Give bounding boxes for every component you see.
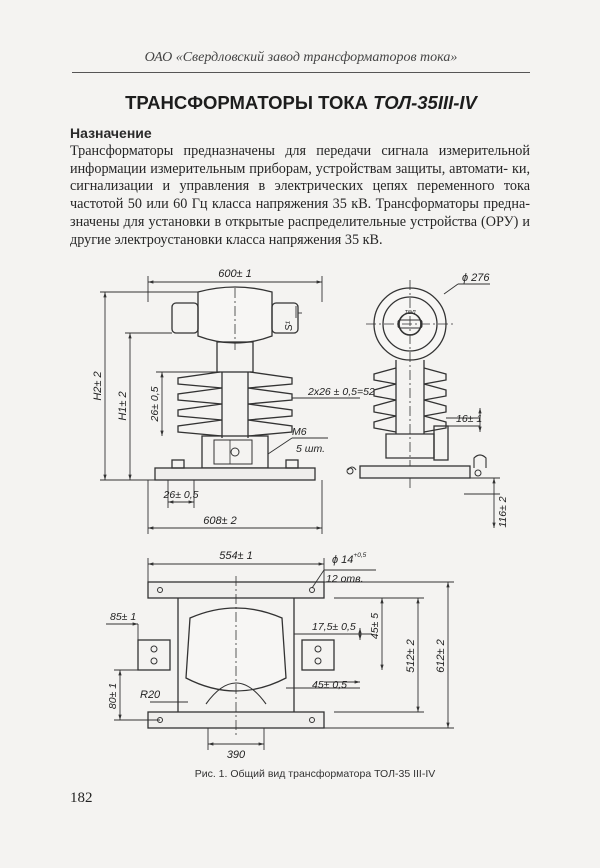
body-line: информации измерительным приборам, устройствам защиты, автомати- <box>70 160 508 177</box>
front-view <box>155 287 315 480</box>
dim-390: 390 <box>226 749 246 761</box>
dim-16: 16± 1 <box>456 413 483 425</box>
dim-diameter-276: ϕ 276 <box>462 272 490 284</box>
dim-h2: H2± 2 <box>92 371 104 401</box>
dim-608: 608± 2 <box>203 515 237 527</box>
body-line: ки, сигнализации и управления в электрических цепях переменного тока <box>70 160 530 195</box>
dim-ribs: 2х26 ± 0,5=52 <box>308 386 375 398</box>
side-name-plate: ТОЛ <box>404 310 416 316</box>
dim-s1: S¹ <box>284 321 295 331</box>
body-line: Трансформаторы предназначены для передачи сигнала измерительной <box>70 143 530 159</box>
body-line: значены для установки в открытые распределительные устройства (ОРУ) и <box>70 213 530 230</box>
page-number: 182 <box>70 790 93 806</box>
dim-554: 554± 1 <box>219 550 253 562</box>
dim-45-vertical: 45± 5 <box>369 612 381 640</box>
running-head: ОАО «Свердловский завод трансформаторов тока» <box>144 50 458 65</box>
dim-512: 512± 2 <box>405 639 417 673</box>
title-main: ТРАНСФОРМАТОРЫ ТОКА <box>125 92 369 113</box>
side-view <box>347 280 486 488</box>
dim-m6: М6 <box>292 426 307 438</box>
body-line: частотой 50 или 60 Гц класса напряжения 35 кВ. Трансформаторы предна- <box>70 196 530 213</box>
dim-r20: R20 <box>140 689 161 701</box>
plan-view <box>138 576 334 736</box>
dim-m6-count: 5 шт. <box>296 443 326 455</box>
dim-hole-diameter-value: ϕ 14 <box>332 554 354 566</box>
dim-holes-count: 12 отв. <box>326 573 364 585</box>
dim-hole-tolerance: +0,5 <box>353 552 367 559</box>
dim-hole-diameter <box>332 552 367 566</box>
dim-45-horizontal: 45± 0,5 <box>312 679 347 691</box>
dim-17-5: 17,5± 0,5 <box>312 621 356 633</box>
body-line: другие электроустановки класса напряжения 35 кВ. <box>70 231 383 248</box>
dim-85: 85± 1 <box>110 611 137 623</box>
technical-drawing <box>60 258 520 763</box>
dim-26-horizontal: 26± 0,5 <box>163 489 199 501</box>
body-paragraph <box>70 143 530 249</box>
header-rule <box>72 72 530 73</box>
dim-116: 116± 2 <box>497 496 509 528</box>
dim-612: 612± 2 <box>435 639 447 673</box>
dim-h1: H1± 2 <box>117 391 129 421</box>
dim-80: 80± 1 <box>107 682 119 710</box>
dim-26-vertical: 26± 0,5 <box>149 386 161 422</box>
title-model: ТОЛ-35III-IV <box>373 92 477 113</box>
figure-caption: Рис. 1. Общий вид трансформатора ТОЛ-35 III-IV <box>194 768 436 780</box>
section-heading: Назначение <box>70 125 152 141</box>
dim-600: 600± 1 <box>218 268 252 280</box>
page-title <box>72 92 530 114</box>
insulator-ribs <box>178 372 292 438</box>
